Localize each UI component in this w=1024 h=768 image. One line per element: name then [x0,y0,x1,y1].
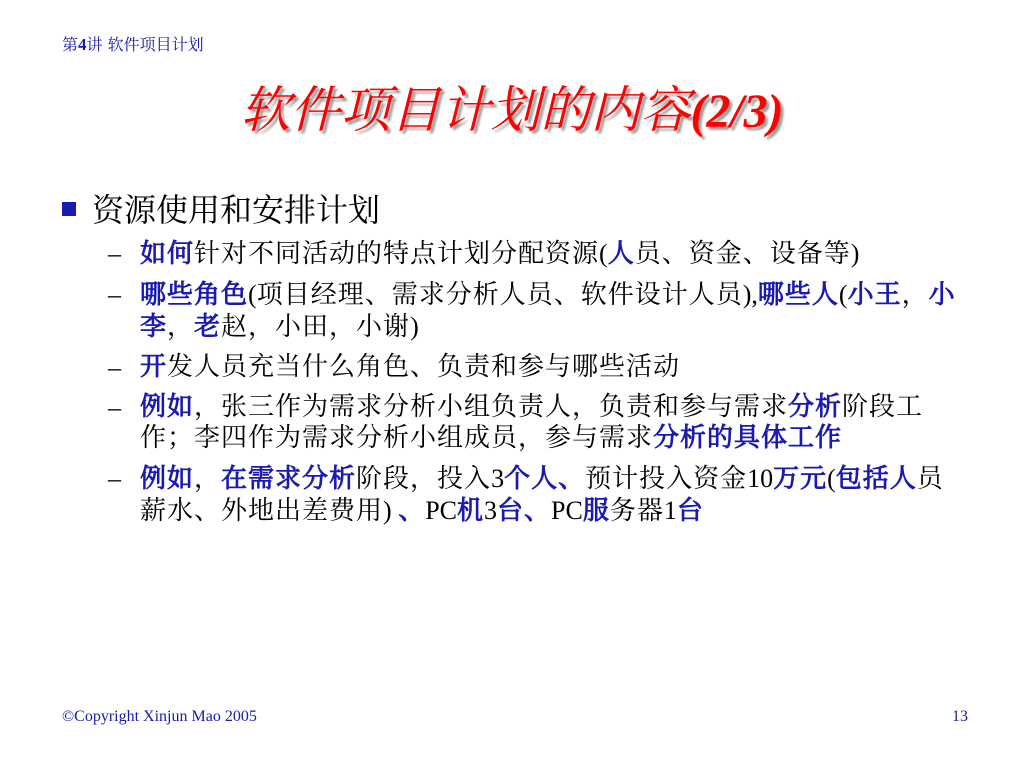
text-segment: ， [194,464,222,494]
text-segment: 务器 [609,496,664,526]
text-segment: ( [838,280,848,309]
lecture-header [62,32,204,55]
text-segment: 员、资金、设备等 [634,239,851,269]
text-segment: 1 [663,496,677,525]
text-segment: ), [742,280,758,309]
highlight-text: 分析的具体工作 [653,423,843,453]
sub-bullet-item [108,352,988,383]
main-bullet [62,190,380,230]
highlight-text: 小王 [847,280,902,310]
highlight-text: 机 [457,496,485,526]
text-segment: 员薪水、外地出差费用 [140,464,944,526]
text-segment: 3 [484,496,498,525]
slide-title [0,78,1024,144]
sub-bullet-text [140,392,970,454]
text-segment: ) [410,312,419,341]
main-bullet-text: 资源使用和安排计划 [92,191,381,229]
sub-bullet-item [108,463,988,527]
text-segment: ) [850,239,860,268]
text-segment: 项目经理、需求分析人员、软件设计人员 [256,280,743,310]
dash-bullet-icon: – [108,393,121,422]
text-segment: 针对不同活动的特点计划分配资源 [194,239,600,269]
sub-bullet-text [140,238,970,270]
text-segment: 阶段，投入 [356,464,492,494]
dash-bullet-icon: – [108,353,121,382]
header-number: 4 [78,35,87,54]
text-segment: 阶段工作；李四作为需求分析小组成员，参与需求 [140,392,924,453]
text-segment: PC [551,496,583,525]
highlight-text: 台 [676,496,704,526]
text-segment: ( [827,464,836,493]
header-suffix: 讲 软件项目计划 [86,35,204,54]
highlight-text: 个人、 [504,464,586,494]
highlight-text: 如何 [140,239,195,269]
dash-bullet-icon: – [108,280,121,309]
text-segment: ( [599,239,608,268]
page-number: 13 [952,708,968,725]
text-segment: 发人员充当什么角色、负责和参与哪些活动 [167,352,681,382]
copyright-footer: ©Copyright Xinjun Mao 2005 [62,708,257,725]
title-part-number: (2/3) [690,85,784,138]
text-segment: PC [425,496,458,525]
highlight-text: 包括人 [835,464,917,494]
text-segment: ) [383,496,399,525]
text-segment: ，张三作为需求分析小组负责人，负责和参与需求 [194,392,789,422]
header-prefix: 第 [62,35,79,54]
text-segment: 预计投入资金 [585,464,748,494]
highlight-text: 台、 [497,496,552,526]
highlight-text: 万元 [773,464,828,494]
text-segment: ( [248,280,257,309]
text-segment: 3 [491,464,505,493]
highlight-text: 分析 [788,392,843,422]
dash-bullet-icon: – [108,239,121,268]
highlight-text: 老 [194,312,222,342]
dash-bullet-icon: – [108,464,121,493]
text-segment: 赵，小田，小谢 [221,312,411,342]
highlight-text: 哪些角色 [140,280,249,310]
highlight-text: 开 [140,352,168,382]
highlight-text: 例如 [140,464,195,494]
highlight-text: 人 [607,239,635,269]
sub-bullet-item [108,392,988,454]
sub-bullet-text [140,279,970,343]
sub-bullet-item [108,279,988,343]
highlight-text: 在需求分析 [221,464,357,494]
highlight-text: 服 [582,496,610,526]
sub-bullet-list [108,238,988,536]
highlight-text: 例如 [140,392,195,422]
text-segment: ， [901,280,929,310]
square-bullet-icon [62,202,76,216]
highlight-text: 小李 [140,280,956,342]
sub-bullet-text [140,352,970,383]
highlight-text: 哪些人 [757,280,839,310]
title-text: 软件项目计划的内容 [240,81,691,139]
text-segment: 10 [747,464,774,493]
highlight-text: 、 [398,496,426,526]
sub-bullet-text [140,463,970,527]
sub-bullet-item [108,238,988,270]
text-segment: ， [167,312,195,342]
